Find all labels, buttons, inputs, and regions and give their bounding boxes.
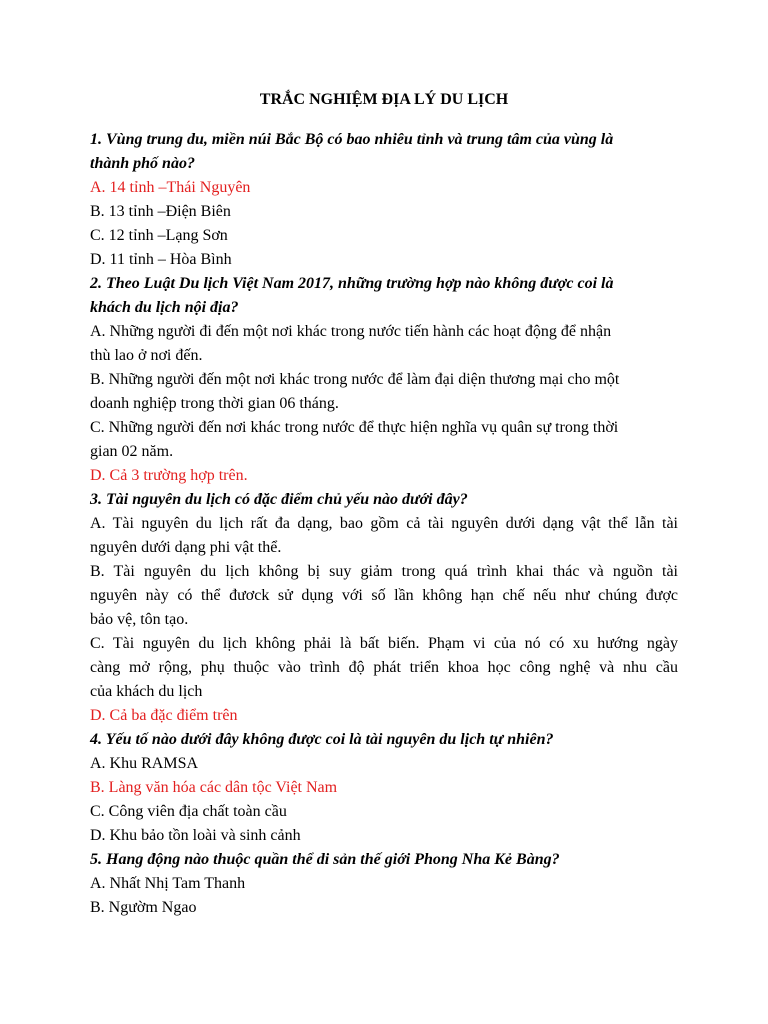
- answer-line: B. Những người đến một nơi khác trong nước để làm đại diện thương mại cho một: [90, 371, 620, 388]
- answer-line: B. Tài nguyên du lịch không bị suy giảm trong quá trình khai thác và nguồn tài: [90, 563, 678, 580]
- answer-line: A. Tài nguyên du lịch rất đa dạng, bao gồm cả tài nguyên dưới dạng vật thể lẫn tài: [90, 515, 678, 532]
- answer-line: gian 02 năm.: [90, 443, 174, 460]
- answer-line: C. 12 tỉnh –Lạng Sơn: [90, 227, 228, 244]
- question-line: thành phố nào?: [90, 155, 195, 172]
- answer-line: D. 11 tỉnh – Hòa Bình: [90, 251, 232, 268]
- answer-line: của khách du lịch: [90, 683, 203, 700]
- question-line: 1. Vùng trung du, miền núi Bắc Bộ có bao nhiêu tỉnh và trung tâm của vùng là: [90, 131, 614, 148]
- question-line: 2. Theo Luật Du lịch Việt Nam 2017, những trường hợp nào không được coi là: [90, 275, 614, 292]
- answer-line: nguyên này có thể đươck sử dụng với số lần không hạn chế nếu như chúng được: [90, 587, 678, 604]
- document-title: TRẮC NGHIỆM ĐỊA LÝ DU LỊCH: [259, 91, 509, 108]
- answer-line: C. Những người đến nơi khác trong nước để thực hiện nghĩa vụ quân sự trong thời: [90, 419, 619, 436]
- question-line: 3. Tài nguyên du lịch có đặc điểm chủ yếu nào dưới đây?: [90, 491, 468, 508]
- answer-line: B. 13 tỉnh –Điện Biên: [90, 203, 231, 220]
- question-line: 4. Yếu tố nào dưới đây không được coi là tài nguyên du lịch tự nhiên?: [90, 731, 554, 748]
- answer-line: bảo vệ, tôn tạo.: [90, 611, 189, 628]
- question-line: khách du lịch nội địa?: [90, 299, 239, 316]
- answer-line: càng mở rộng, phụ thuộc vào trình độ phát triển khoa học công nghệ và nhu cầu: [90, 659, 678, 676]
- answer-line: B. Ngườm Ngao: [90, 899, 197, 916]
- correct-answer-line: B. Làng văn hóa các dân tộc Việt Nam: [90, 779, 338, 796]
- answer-line: D. Khu bảo tồn loài và sinh cảnh: [90, 827, 301, 844]
- document-page: [90, 88, 678, 920]
- answer-line: A. Những người đi đến một nơi khác trong nước tiến hành các hoạt động để nhận: [90, 323, 612, 340]
- answer-line: doanh nghiệp trong thời gian 06 tháng.: [90, 395, 339, 412]
- question-line: 5. Hang động nào thuộc quần thể di sản thế giới Phong Nha Kẻ Bàng?: [90, 851, 560, 868]
- correct-answer-line: A. 14 tỉnh –Thái Nguyên: [90, 179, 251, 196]
- correct-answer-line: D. Cả ba đặc điểm trên: [90, 707, 238, 724]
- answer-line: thù lao ở nơi đến.: [90, 347, 203, 364]
- correct-answer-line: D. Cả 3 trường hợp trên.: [90, 467, 248, 484]
- answer-line: C. Tài nguyên du lịch không phải là bất biến. Phạm vi của nó có xu hướng ngày: [90, 635, 678, 652]
- answer-line: C. Công viên địa chất toàn cầu: [90, 803, 287, 820]
- answer-line: A. Nhất Nhị Tam Thanh: [90, 875, 246, 892]
- quiz-body: [90, 128, 678, 920]
- answer-line: nguyên dưới dạng phi vật thể.: [90, 539, 282, 556]
- answer-line: A. Khu RAMSA: [90, 755, 199, 772]
